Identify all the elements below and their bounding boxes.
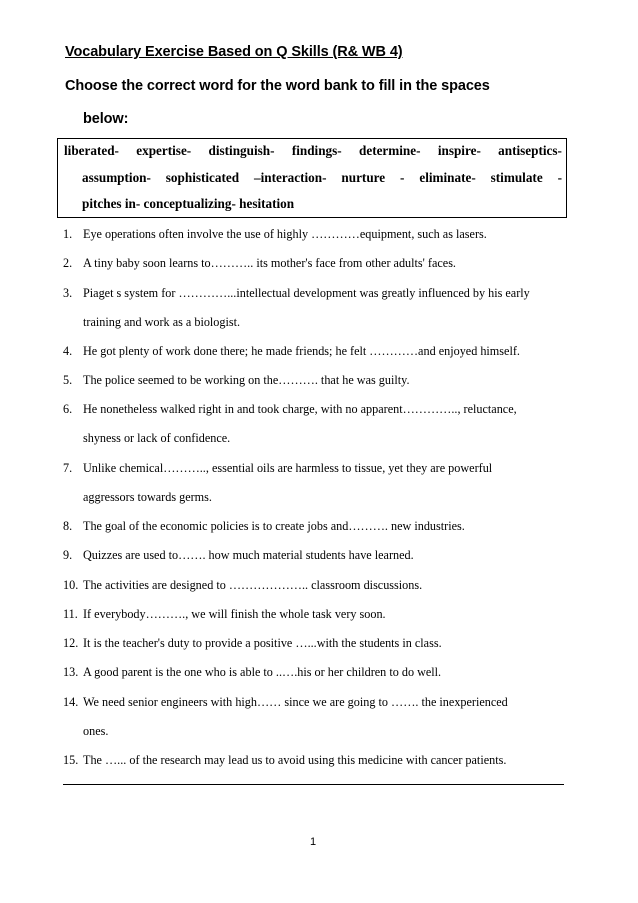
question-14-continuation: ones. <box>83 724 109 738</box>
question-4 <box>63 344 520 359</box>
instruction-line-2: below: <box>83 111 129 127</box>
question-number: 1. <box>63 227 73 241</box>
word-bank-word: findings- <box>291 143 342 158</box>
question-number: 9. <box>63 548 73 562</box>
question-11 <box>63 607 386 622</box>
word-bank-line-3 <box>82 196 562 212</box>
question-9 <box>63 548 414 563</box>
question-text: The police seemed to be working on the………. that he was guilty. <box>83 373 410 387</box>
question-14 <box>63 695 508 710</box>
question-number: 6. <box>63 402 73 416</box>
question-text: It is the teacher's duty to provide a positive …...with the students in class. <box>83 636 442 650</box>
question-number: 10. <box>63 578 79 592</box>
word-bank-words: pitches in- conceptualizing- hesitation <box>82 196 295 211</box>
question-number: 4. <box>63 344 73 358</box>
word-bank-line-2 <box>82 170 562 186</box>
question-text: If everybody………., we will finish the whole task very soon. <box>83 607 386 621</box>
question-text: A tiny baby soon learns to……….. its mother's face from other adults' faces. <box>83 256 456 270</box>
footer-rule <box>63 784 564 785</box>
question-number: 7. <box>63 461 73 475</box>
word-bank-word: - <box>557 170 562 185</box>
word-bank-word: –interaction- <box>253 170 327 185</box>
question-13 <box>63 665 441 680</box>
question-1 <box>63 227 487 242</box>
question-text: Unlike chemical……….., essential oils are harmless to tissue, yet they are powerful <box>83 461 493 475</box>
word-bank-word: nurture <box>341 170 386 185</box>
instruction-line-1: Choose the correct word for the word bank to fill in the spaces <box>65 78 490 94</box>
question-number: 2. <box>63 256 73 270</box>
question-6-continuation: shyness or lack of confidence. <box>83 431 231 445</box>
question-15 <box>63 753 506 768</box>
question-7-continuation: aggressors towards germs. <box>83 490 212 504</box>
word-bank-word: stimulate <box>490 170 543 185</box>
question-text: The goal of the economic policies is to create jobs and………. new industries. <box>83 519 465 533</box>
word-bank-word: liberated- <box>64 143 119 158</box>
word-bank-word: - <box>400 170 405 185</box>
question-12 <box>63 636 442 651</box>
question-8 <box>63 519 465 534</box>
question-number: 8. <box>63 519 73 533</box>
question-5 <box>63 373 410 388</box>
question-text: Piaget s system for …………...intellectual development was greatly influenced by his early <box>83 286 530 300</box>
question-text: We need senior engineers with high…… since we are going to ……. the inexperienced <box>83 695 508 709</box>
word-bank-word: distinguish- <box>208 143 275 158</box>
word-bank-box <box>57 138 567 218</box>
question-text: He nonetheless walked right in and took charge, with no apparent………….., reluctance, <box>83 402 517 416</box>
word-bank-word: inspire- <box>437 143 481 158</box>
question-number: 15. <box>63 753 79 767</box>
word-bank-word: assumption- <box>82 170 151 185</box>
word-bank-word: sophisticated <box>165 170 240 185</box>
question-number: 14. <box>63 695 79 709</box>
question-text: Quizzes are used to……. how much material students have learned. <box>83 548 414 562</box>
question-text: The …... of the research may lead us to avoid using this medicine with cancer patients. <box>83 753 507 767</box>
question-7 <box>63 461 492 476</box>
question-6 <box>63 402 517 417</box>
question-text: The activities are designed to ……………….. classroom discussions. <box>83 578 423 592</box>
question-number: 5. <box>63 373 73 387</box>
question-3-continuation: training and work as a biologist. <box>83 315 241 329</box>
word-bank-word: eliminate- <box>419 170 476 185</box>
word-bank-word: expertise- <box>136 143 192 158</box>
question-2 <box>63 256 456 271</box>
page-number: 1 <box>309 836 317 848</box>
document-title: Vocabulary Exercise Based on Q Skills (R& WB 4) <box>65 44 403 60</box>
question-text: Eye operations often involve the use of highly …………equipment, such as lasers. <box>83 227 487 241</box>
word-bank-line-1 <box>64 143 562 159</box>
question-number: 3. <box>63 286 73 300</box>
question-number: 12. <box>63 636 79 650</box>
question-number: 13. <box>63 665 79 679</box>
question-10 <box>63 578 422 593</box>
question-text: A good parent is the one who is able to ..….his or her children to do well. <box>83 665 442 679</box>
word-bank-word: antiseptics- <box>498 143 562 158</box>
question-3 <box>63 286 530 301</box>
question-text: He got plenty of work done there; he made friends; he felt …………and enjoyed himself. <box>83 344 520 358</box>
question-number: 11. <box>63 607 78 621</box>
word-bank-word: determine- <box>359 143 421 158</box>
